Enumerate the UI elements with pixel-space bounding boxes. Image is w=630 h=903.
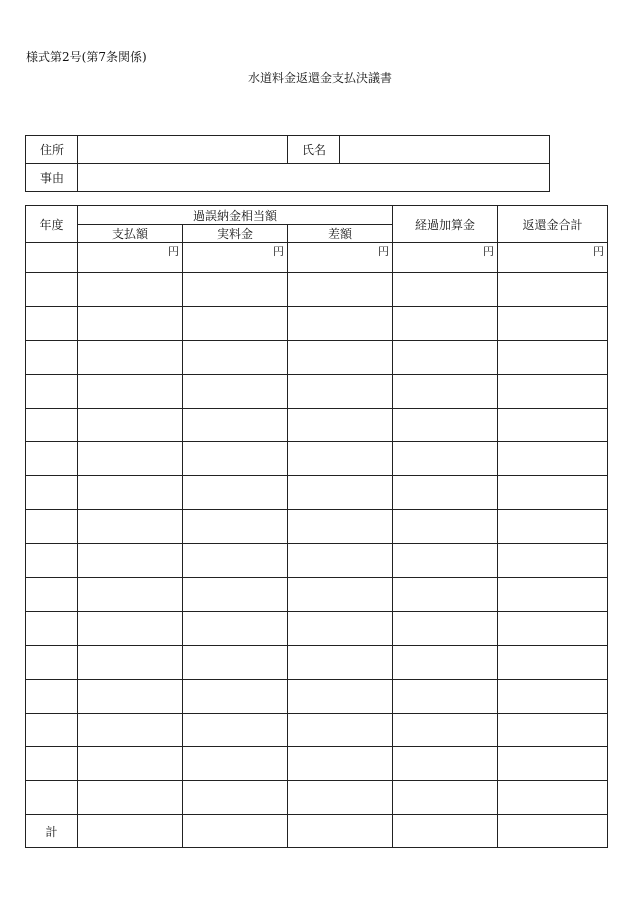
table-row: [26, 781, 608, 815]
actual-cell[interactable]: [183, 340, 288, 374]
difference-cell[interactable]: [288, 273, 393, 307]
actual-cell[interactable]: [183, 408, 288, 442]
table-row: [26, 679, 608, 713]
difference-cell[interactable]: [288, 747, 393, 781]
refund-total-cell[interactable]: [498, 611, 608, 645]
table-row: [26, 374, 608, 408]
difference-cell[interactable]: [288, 679, 393, 713]
interest-cell[interactable]: [393, 374, 498, 408]
refund-table: [25, 205, 608, 848]
refund-total-cell[interactable]: [498, 544, 608, 578]
header-row-top: [26, 206, 608, 225]
interest-cell[interactable]: [393, 747, 498, 781]
paid-cell[interactable]: [78, 611, 183, 645]
table-row: [26, 476, 608, 510]
table-row: [26, 510, 608, 544]
year-cell[interactable]: [26, 510, 78, 544]
interest-cell[interactable]: [393, 476, 498, 510]
form-number: 様式第2号(第7条関係): [26, 50, 147, 64]
difference-cell[interactable]: [288, 408, 393, 442]
interest-cell[interactable]: [393, 713, 498, 747]
paid-cell[interactable]: [78, 781, 183, 815]
table-row: [26, 578, 608, 612]
actual-cell[interactable]: [183, 611, 288, 645]
interest-cell[interactable]: [393, 306, 498, 340]
actual-cell[interactable]: [183, 679, 288, 713]
refund-total-cell[interactable]: [498, 747, 608, 781]
difference-cell[interactable]: [288, 578, 393, 612]
actual-cell[interactable]: [183, 374, 288, 408]
address-row: [26, 136, 550, 164]
paid-cell[interactable]: [78, 544, 183, 578]
refund-total-cell[interactable]: [498, 510, 608, 544]
actual-cell[interactable]: [183, 544, 288, 578]
difference-cell[interactable]: [288, 476, 393, 510]
paid-cell[interactable]: [78, 747, 183, 781]
difference-cell[interactable]: [288, 544, 393, 578]
actual-cell[interactable]: [183, 713, 288, 747]
name-field[interactable]: [340, 136, 550, 164]
actual-unit[interactable]: 円: [183, 243, 288, 273]
overpaid-amount-header: 過誤納金相当額: [78, 206, 393, 225]
table-row: [26, 408, 608, 442]
total-interest-cell[interactable]: [393, 815, 498, 848]
refund-total-header: 返還金合計: [498, 206, 608, 243]
paid-amount-header: 支払額: [78, 225, 183, 243]
interest-unit[interactable]: 円: [393, 243, 498, 273]
difference-cell[interactable]: [288, 781, 393, 815]
actual-cell[interactable]: [183, 578, 288, 612]
refund-total-cell[interactable]: [498, 273, 608, 307]
actual-cell[interactable]: [183, 747, 288, 781]
interest-cell[interactable]: [393, 408, 498, 442]
table-row: [26, 713, 608, 747]
year-cell[interactable]: [26, 306, 78, 340]
paid-cell[interactable]: [78, 340, 183, 374]
paid-cell[interactable]: [78, 306, 183, 340]
year-cell[interactable]: [26, 747, 78, 781]
reason-field[interactable]: [78, 164, 550, 192]
year-cell[interactable]: [26, 273, 78, 307]
actual-cell[interactable]: [183, 273, 288, 307]
table-row: [26, 645, 608, 679]
total-difference-cell[interactable]: [288, 815, 393, 848]
table-row: [26, 273, 608, 307]
total-label: 計: [26, 815, 78, 848]
paid-cell[interactable]: [78, 442, 183, 476]
table-row: [26, 544, 608, 578]
paid-cell[interactable]: [78, 374, 183, 408]
difference-header: 差額: [288, 225, 393, 243]
refund-total-cell[interactable]: [498, 374, 608, 408]
difference-cell[interactable]: [288, 611, 393, 645]
actual-cell[interactable]: [183, 645, 288, 679]
interest-cell[interactable]: [393, 679, 498, 713]
interest-cell[interactable]: [393, 781, 498, 815]
actual-cell[interactable]: [183, 781, 288, 815]
total-actual-cell[interactable]: [183, 815, 288, 848]
refund-total-cell[interactable]: [498, 578, 608, 612]
refund-total-cell[interactable]: [498, 340, 608, 374]
year-cell[interactable]: [26, 442, 78, 476]
actual-cell[interactable]: [183, 510, 288, 544]
year-cell[interactable]: [26, 340, 78, 374]
difference-cell[interactable]: [288, 306, 393, 340]
name-label: 氏名: [288, 136, 340, 164]
total-refund-cell[interactable]: [498, 815, 608, 848]
refund-total-unit[interactable]: 円: [498, 243, 608, 273]
total-row: [26, 815, 608, 848]
refund-total-cell[interactable]: [498, 442, 608, 476]
interest-cell[interactable]: [393, 273, 498, 307]
paid-cell[interactable]: [78, 476, 183, 510]
year-cell[interactable]: [26, 578, 78, 612]
document-title: 水道料金返還金支払決議書: [247, 71, 392, 85]
address-field[interactable]: [78, 136, 288, 164]
year-cell[interactable]: [26, 781, 78, 815]
interest-cell[interactable]: [393, 578, 498, 612]
interest-header: 経過加算金: [393, 206, 498, 243]
table-row: [26, 611, 608, 645]
actual-cell[interactable]: [183, 306, 288, 340]
refund-total-cell[interactable]: [498, 679, 608, 713]
paid-cell[interactable]: [78, 645, 183, 679]
unit-row: [26, 243, 608, 273]
table-row: [26, 340, 608, 374]
refund-total-cell[interactable]: [498, 781, 608, 815]
interest-cell[interactable]: [393, 442, 498, 476]
refund-total-cell[interactable]: [498, 408, 608, 442]
year-cell[interactable]: [26, 611, 78, 645]
interest-cell[interactable]: [393, 611, 498, 645]
paid-cell[interactable]: [78, 273, 183, 307]
address-label: 住所: [26, 136, 78, 164]
refund-total-cell[interactable]: [498, 645, 608, 679]
difference-cell[interactable]: [288, 713, 393, 747]
reason-row: [26, 164, 550, 192]
table-row: [26, 442, 608, 476]
year-cell[interactable]: [26, 679, 78, 713]
interest-cell[interactable]: [393, 645, 498, 679]
paid-cell[interactable]: [78, 408, 183, 442]
year-cell[interactable]: [26, 476, 78, 510]
year-cell[interactable]: [26, 408, 78, 442]
reason-label: 事由: [26, 164, 78, 192]
difference-cell[interactable]: [288, 645, 393, 679]
actual-cell[interactable]: [183, 442, 288, 476]
difference-unit[interactable]: 円: [288, 243, 393, 273]
table-row: [26, 747, 608, 781]
interest-cell[interactable]: [393, 340, 498, 374]
actual-cell[interactable]: [183, 476, 288, 510]
paid-cell[interactable]: [78, 713, 183, 747]
year-header: 年度: [26, 206, 78, 243]
refund-total-cell[interactable]: [498, 713, 608, 747]
year-cell[interactable]: [26, 374, 78, 408]
year-cell[interactable]: [26, 243, 78, 273]
difference-cell[interactable]: [288, 340, 393, 374]
year-cell[interactable]: [26, 713, 78, 747]
difference-cell[interactable]: [288, 510, 393, 544]
data-rows: [26, 273, 608, 815]
interest-cell[interactable]: [393, 544, 498, 578]
paid-cell[interactable]: [78, 578, 183, 612]
applicant-info-table: [25, 135, 550, 192]
actual-fee-header: 実料金: [183, 225, 288, 243]
refund-total-cell[interactable]: [498, 476, 608, 510]
year-cell[interactable]: [26, 645, 78, 679]
refund-total-cell[interactable]: [498, 306, 608, 340]
paid-cell[interactable]: [78, 679, 183, 713]
total-paid-cell[interactable]: [78, 815, 183, 848]
table-row: [26, 306, 608, 340]
difference-cell[interactable]: [288, 442, 393, 476]
difference-cell[interactable]: [288, 374, 393, 408]
interest-cell[interactable]: [393, 510, 498, 544]
year-cell[interactable]: [26, 544, 78, 578]
paid-cell[interactable]: [78, 510, 183, 544]
paid-unit[interactable]: 円: [78, 243, 183, 273]
